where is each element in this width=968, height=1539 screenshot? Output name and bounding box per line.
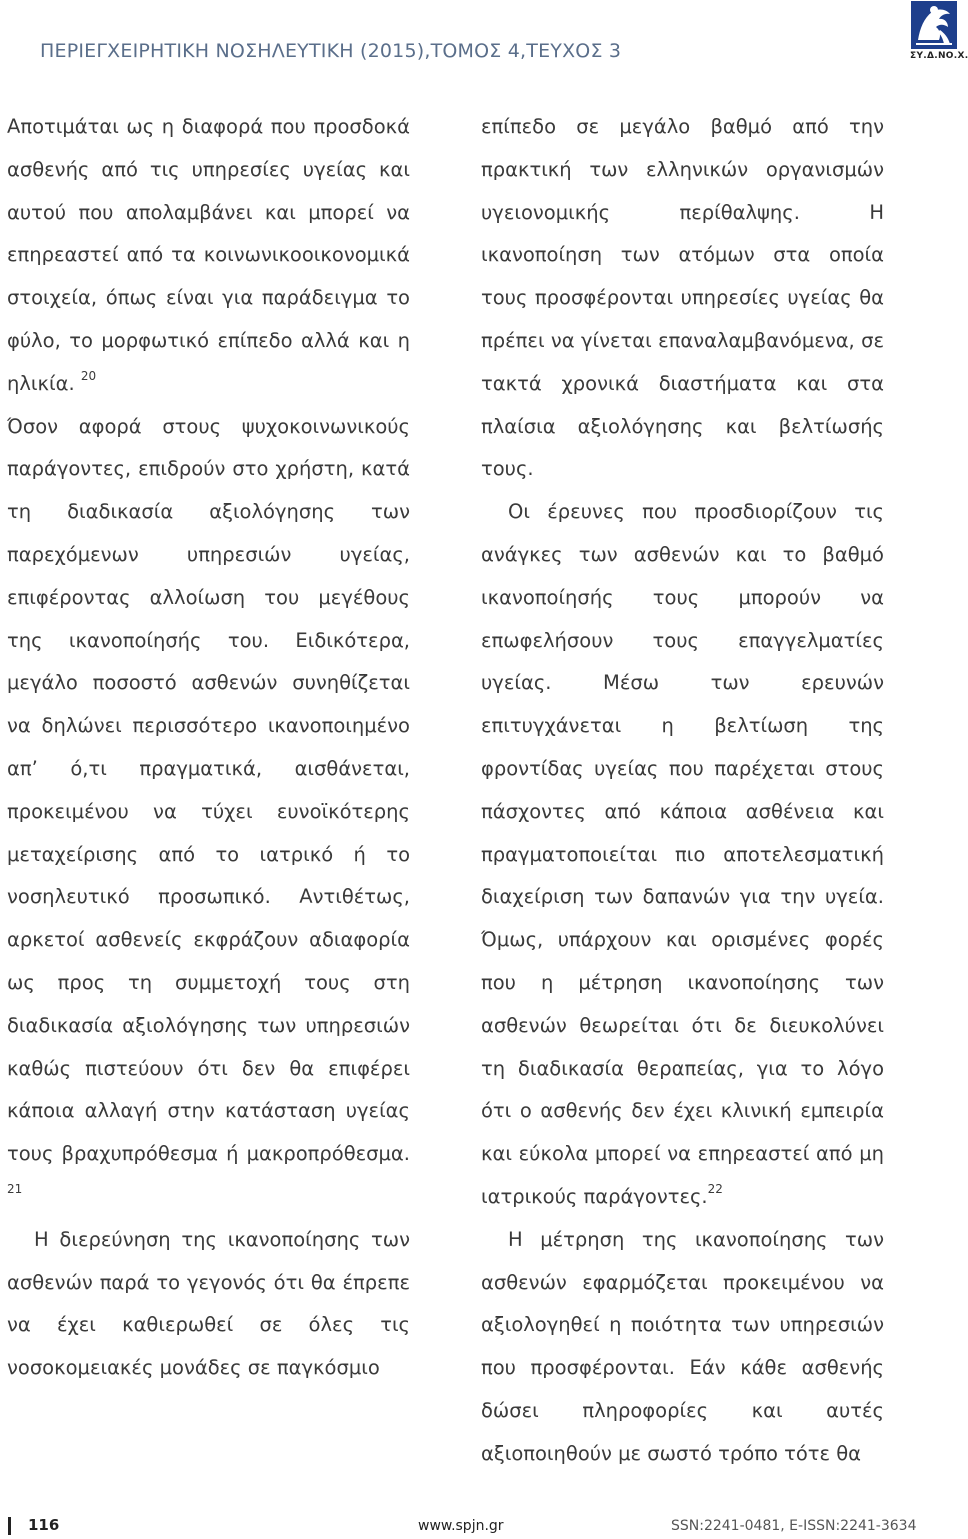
paragraph [7,406,410,1219]
paragraph [481,491,884,1219]
running-head: ΠΕΡΙΕΓΧΕΙΡΗΤΙΚΗ ΝΟΣΗΛΕΥΤΙΚΗ (2015),ΤΟΜΟΣ 4,ΤΕΥΧΟΣ 3 [40,40,622,62]
citation-superscript: 22 [707,1182,723,1197]
paragraph [481,1219,884,1476]
paragraph-text: Η διερεύνηση της ικανοποίησης των ασθενών παρά το γεγονός ότι θα έπρεπε να έχει καθιερωθεί σε όλες τις νοσοκομειακές μονάδες σε παγκόσμιο [7,1227,410,1380]
paragraph-text: Οι έρευνες που προσδιορίζουν τις ανάγκες των ασθενών και το βαθμό ικανοποίησής τους μπορούν να επωφελήσουν τους επαγγελματίες υγείας. Μέσω των ερευνών επιτυγχάνεται η βελτίωση της φροντίδας υγείας που παρέχεται στους πάσχοντες από κάποια ασθένεια και πραγματοποιείται πιο αποτελεσματική διαχείριση των δαπανών για την υγεία. Όμως, υπάρχουν και ορισμένες φορές που η μέτρηση ικανοποίησης των ασθενών θεωρείται ότι δε διευκολύνει τη διαδικασία θεραπείας, για το λόγο ότι ο ασθενής δεν έχει κλινική εμπειρία και εύκολα μπορεί να επηρεαστεί από μη ιατρικούς παράγοντες. [481,500,884,1208]
citation-superscript: 20 [80,369,97,384]
paragraph-text: Αποτιμάται ως η διαφορά που προσδοκά ασθενής από τις υπηρεσίες υγείας και αυτού που απολαμβάνει και μπορεί να επηρεαστεί από τα κοινωνικοοικονομικά στοιχεία, όπως είναι για παράδειγμα το φύλο, το μορφωτικό επίπεδο αλλά και η ηλικία. [7,115,410,395]
paragraph-text: Όσον αφορά στους ψυχοκοινωνικούς παράγοντες, επιδρούν στο χρήστη, κατά τη διαδικασία αξιολόγησης των παρεχόμενων υπηρεσιών υγείας, επιφέροντας αλλοίωση του μεγέθους της ικανοποίησής του. Ειδικότερα, μεγάλο ποσοστό ασθενών συνηθίζεται να δηλώνει περισσότερο ικανοποιημένο απ’ ό,τι πραγματικά, αισθάνεται, προκειμένου να τύχει ευνοϊκότερης μεταχείρισης από το ιατρικό ή το νοσηλευτικό προσωπικό. Αντιθέτως, αρκετοί ασθενείς εκφράζουν αδιαφορία ως προς τη συμμετοχή τους στη διαδικασία αξιολόγησης των υπηρεσιών καθώς πιστεύουν ότι δεν θα επιφέρει κάποια αλλαγή στην κατάσταση υγείας τους βραχυπρόθεσμα ή μακροπρόθεσμα. [7,414,410,1166]
journal-logo [910,0,968,62]
right-column [481,106,884,1476]
issn-text: SSN:2241-0481, E-ISSN:2241-3634 [671,1518,917,1534]
logo-text: ΣΥ.Δ.ΝΟ.Χ. [910,51,968,61]
page-number: 116 [28,1516,60,1534]
society-emblem-icon [910,0,958,50]
paragraph-text: Η μέτρηση της ικανοποίησης των ασθενών εφαρμόζεται προκειμένου να αξιολογηθεί η ποιότητα των υπηρεσιών που προσφέρονται. Εάν κάθε ασθενής δώσει πληροφορίες και αυτές αξιοποιηθούν με σωστό τρόπο τότε θα [481,1227,884,1465]
website-link[interactable]: www.spjn.gr [418,1518,504,1534]
paragraph-text: επίπεδο σε μεγάλο βαθμό από την πρακτική των ελληνικών οργανισμών υγειονομικής περίθαλψης. Η ικανοποίηση των ατόμων στα οποία τους προσφέρονται υπηρεσίες υγείας θα πρέπει να γίνεται επαναλαμβανόμενα, σε τακτά χρονικά διαστήματα και στα πλαίσια αξιολόγησης και βελτίωσής τους. [481,115,884,481]
page-footer [0,1514,960,1538]
paragraph [7,106,410,406]
left-column [7,106,410,1390]
paragraph [481,106,884,491]
citation-superscript: 21 [7,1182,23,1197]
footer-bar [8,1517,11,1535]
paragraph [7,1219,410,1390]
